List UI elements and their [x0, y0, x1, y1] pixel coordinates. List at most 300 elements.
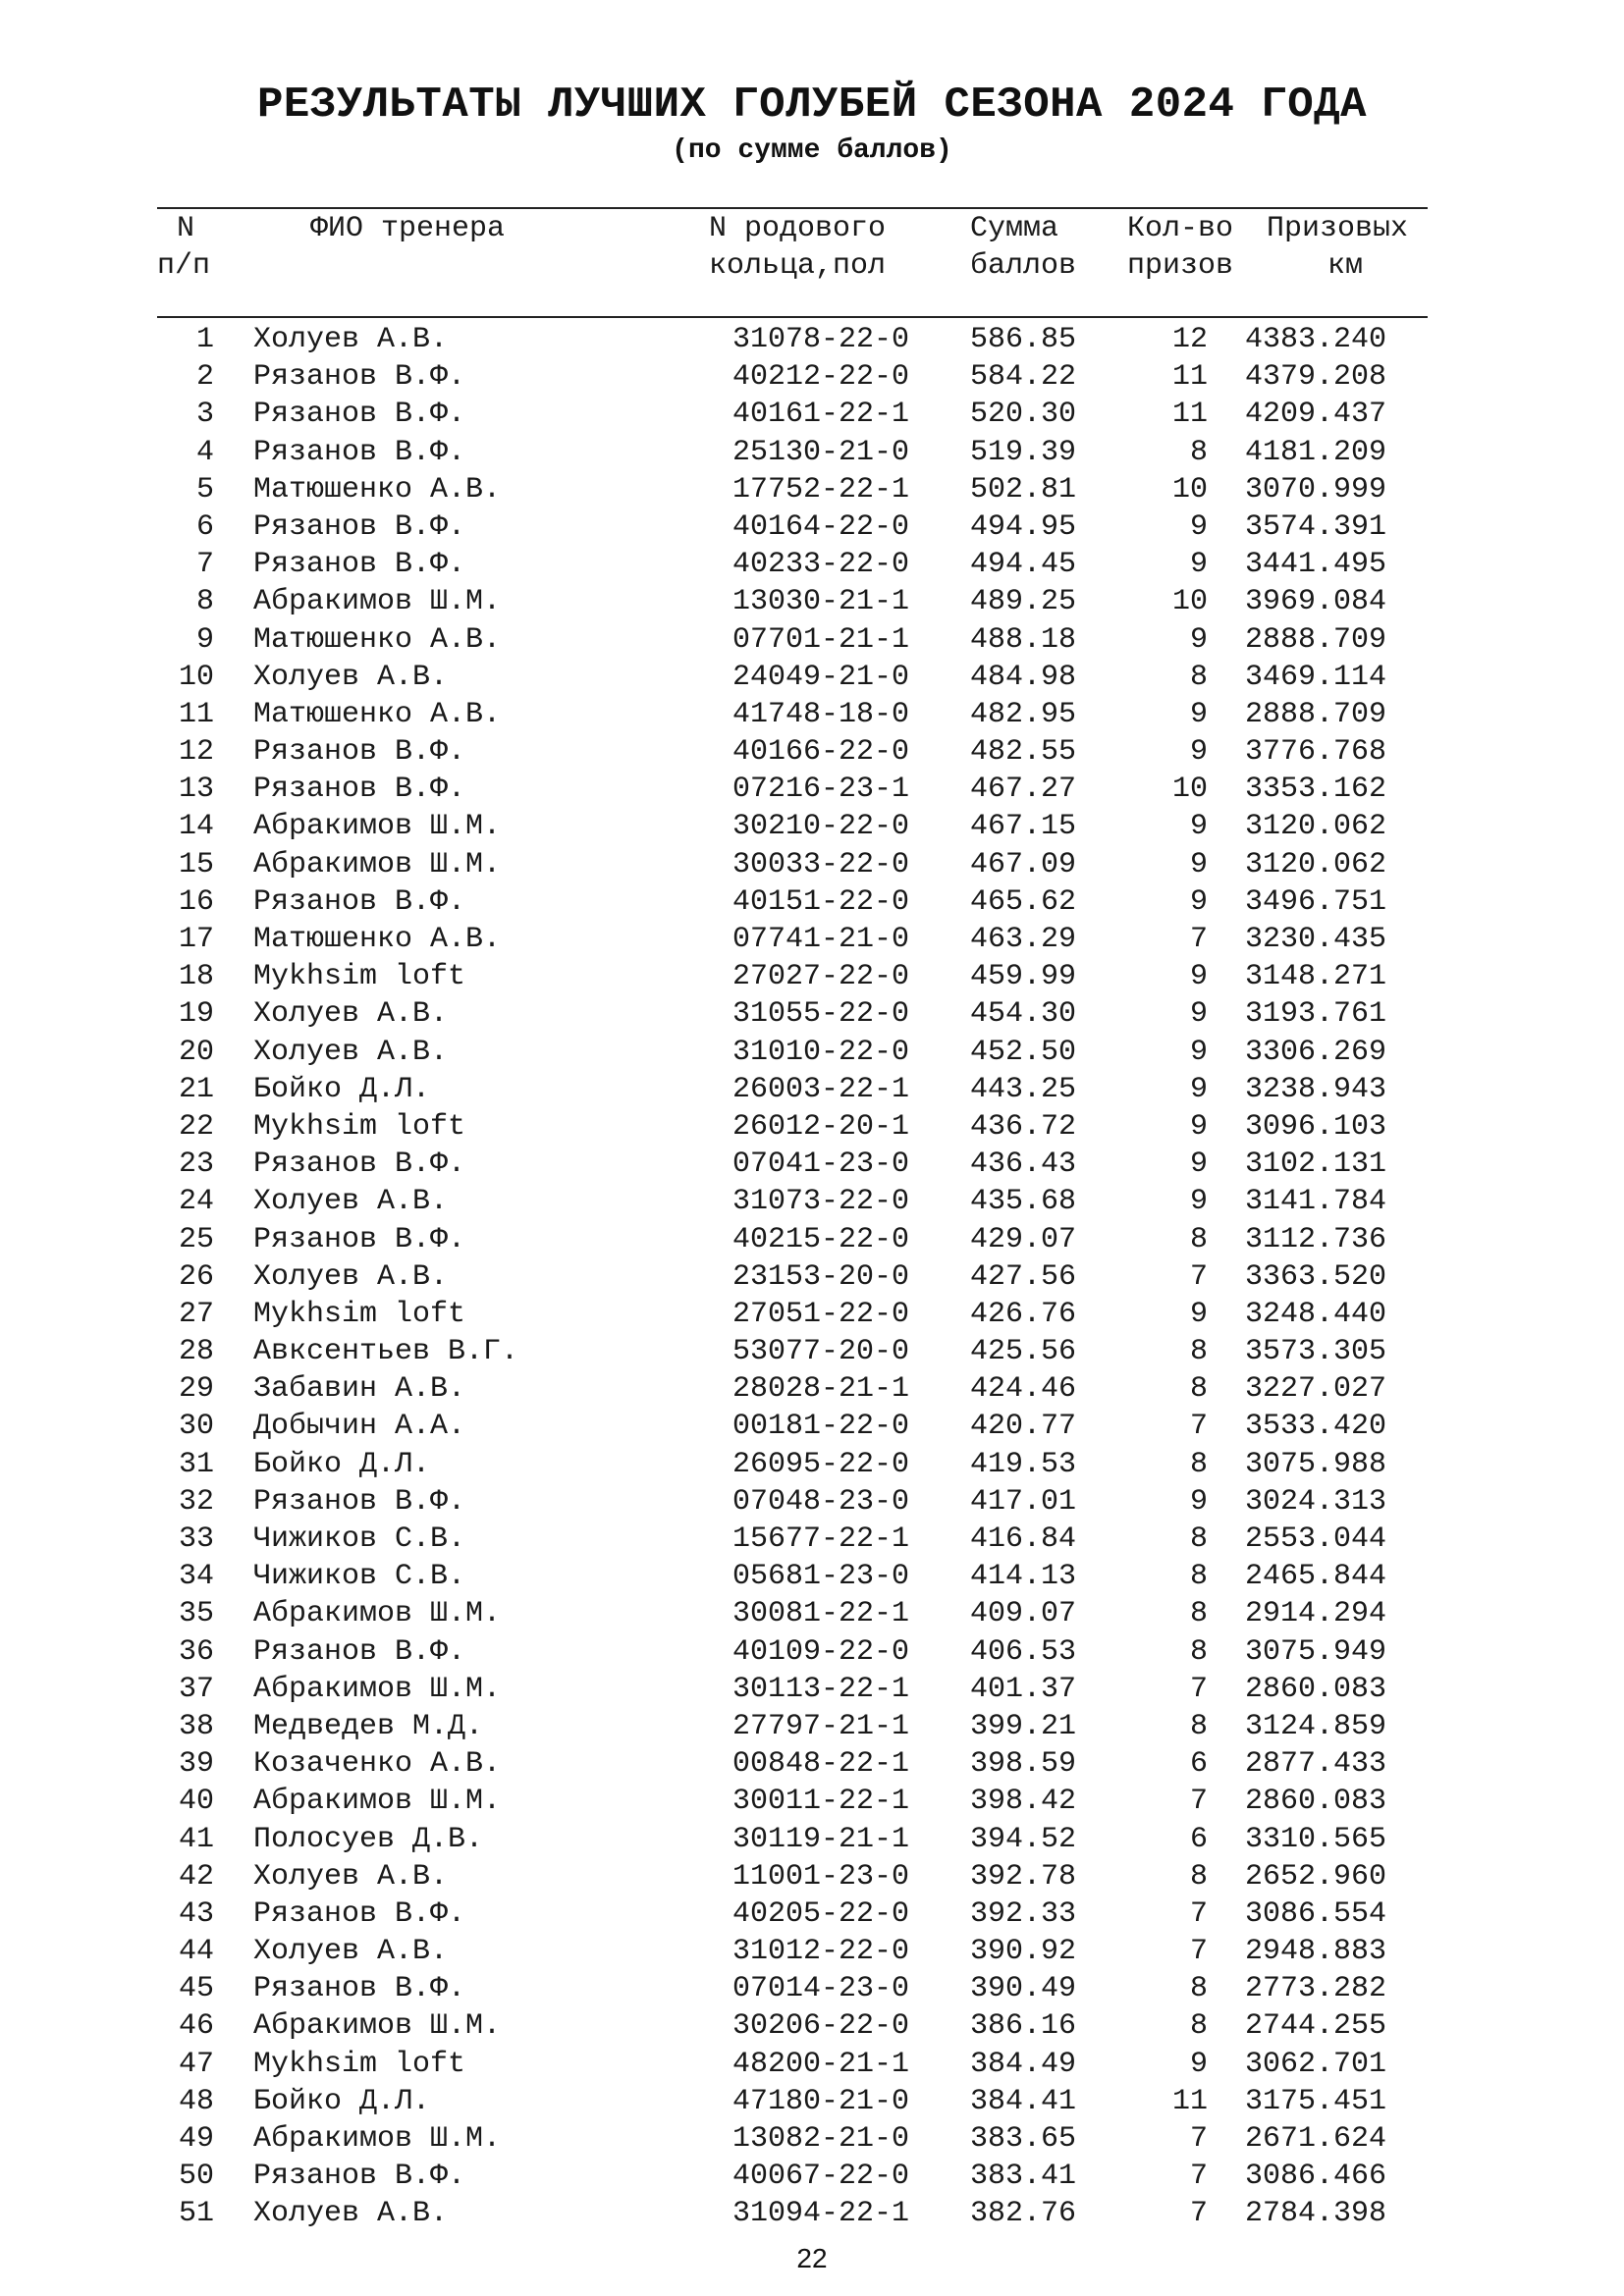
cell-prizes: 7	[1189, 2160, 1208, 2194]
cell-rank: 3	[195, 398, 214, 432]
cell-score: 426.76	[970, 1297, 1077, 1331]
table-row	[0, 1858, 1624, 1896]
header-num-line1: N	[176, 212, 194, 245]
cell-trainer: Абракимов Ш.М.	[253, 1785, 502, 1819]
cell-trainer: Абракимов Ш.М.	[253, 1672, 502, 1706]
cell-ring: 13082-21-0	[732, 2122, 910, 2156]
table-row	[0, 434, 1624, 471]
cell-rank: 46	[178, 2009, 214, 2044]
cell-ring: 13030-21-1	[732, 585, 910, 619]
cell-prize-km: 3533.420	[1245, 1410, 1387, 1444]
cell-trainer: Чижиков С.В.	[253, 1522, 466, 1556]
cell-ring: 30210-22-0	[732, 810, 910, 844]
header-num-line2: п/п	[157, 249, 211, 283]
cell-score: 414.13	[970, 1560, 1077, 1594]
cell-score: 584.22	[970, 360, 1077, 395]
results-table-body	[0, 321, 1624, 2233]
cell-prizes: 11	[1171, 360, 1208, 395]
cell-prize-km: 4209.437	[1245, 398, 1387, 432]
cell-ring: 40205-22-0	[732, 1896, 910, 1931]
header-ring-line1: N родового	[709, 212, 887, 245]
cell-prizes: 7	[1189, 1259, 1208, 1294]
cell-rank: 1	[195, 323, 214, 356]
cell-score: 467.15	[970, 810, 1077, 844]
cell-trainer: Рязанов В.Ф.	[253, 548, 466, 582]
cell-prize-km: 3353.162	[1245, 773, 1387, 807]
cell-ring: 23153-20-0	[732, 1259, 910, 1294]
cell-ring: 48200-21-1	[732, 2047, 910, 2081]
cell-trainer: Чижиков С.В.	[253, 1560, 466, 1594]
header-bottom-rule	[157, 316, 1428, 318]
cell-rank: 25	[178, 1222, 214, 1256]
cell-score: 401.37	[970, 1672, 1077, 1706]
cell-prizes: 9	[1189, 1035, 1208, 1069]
cell-trainer: Рязанов В.Ф.	[253, 1896, 466, 1931]
cell-prize-km: 3070.999	[1245, 472, 1387, 507]
table-row	[0, 1446, 1624, 1483]
cell-prize-km: 2888.709	[1245, 697, 1387, 731]
table-row	[0, 995, 1624, 1033]
cell-prize-km: 3086.466	[1245, 2160, 1387, 2194]
cell-ring: 30206-22-0	[732, 2009, 910, 2044]
cell-trainer: Холуев А.В.	[253, 1185, 449, 1219]
cell-prizes: 9	[1189, 847, 1208, 881]
table-row	[0, 2083, 1624, 2120]
cell-ring: 30033-22-0	[732, 847, 910, 881]
cell-prize-km: 3573.305	[1245, 1335, 1387, 1369]
cell-trainer: Бойко Д.Л.	[253, 1447, 431, 1481]
table-header	[0, 210, 1624, 308]
table-row	[0, 1071, 1624, 1108]
cell-prizes: 9	[1189, 1148, 1208, 1182]
header-name-line1: ФИО тренера	[310, 212, 506, 245]
cell-score: 459.99	[970, 960, 1077, 994]
cell-trainer: Рязанов В.Ф.	[253, 1148, 466, 1182]
cell-trainer: Mykhsim loft	[253, 2047, 466, 2081]
cell-prizes: 6	[1189, 1747, 1208, 1782]
cell-rank: 42	[178, 1859, 214, 1894]
cell-rank: 11	[178, 697, 214, 731]
table-row	[0, 659, 1624, 696]
cell-prizes: 11	[1171, 398, 1208, 432]
cell-trainer: Холуев А.В.	[253, 1859, 449, 1894]
cell-ring: 25130-21-0	[732, 435, 910, 469]
table-row	[0, 2046, 1624, 2083]
cell-rank: 19	[178, 997, 214, 1032]
table-row	[0, 508, 1624, 546]
cell-trainer: Козаченко А.В.	[253, 1747, 502, 1782]
cell-ring: 26003-22-1	[732, 1072, 910, 1106]
cell-prizes: 9	[1189, 622, 1208, 657]
cell-prizes: 8	[1189, 1522, 1208, 1556]
cell-score: 392.33	[970, 1896, 1077, 1931]
cell-prizes: 9	[1189, 697, 1208, 731]
cell-trainer: Матюшенко А.В.	[253, 923, 502, 956]
cell-prize-km: 2784.398	[1245, 2197, 1387, 2231]
table-row	[0, 1146, 1624, 1183]
cell-score: 452.50	[970, 1035, 1077, 1069]
cell-trainer: Авксентьев В.Г.	[253, 1335, 519, 1369]
cell-score: 382.76	[970, 2197, 1077, 2231]
cell-prizes: 8	[1189, 1335, 1208, 1369]
cell-ring: 05681-23-0	[732, 1560, 910, 1594]
table-row	[0, 2007, 1624, 2045]
cell-score: 384.41	[970, 2084, 1077, 2118]
cell-prize-km: 3175.451	[1245, 2084, 1387, 2118]
cell-prize-km: 3306.269	[1245, 1035, 1387, 1069]
table-row	[0, 396, 1624, 433]
cell-score: 465.62	[970, 884, 1077, 919]
header-ring-line2: кольца,пол	[709, 249, 887, 283]
cell-score: 424.46	[970, 1372, 1077, 1407]
cell-rank: 33	[178, 1522, 214, 1556]
table-row	[0, 958, 1624, 995]
cell-ring: 40067-22-0	[732, 2160, 910, 2194]
header-km	[1267, 210, 1408, 285]
cell-score: 420.77	[970, 1410, 1077, 1444]
cell-score: 467.09	[970, 847, 1077, 881]
cell-prizes: 9	[1189, 1109, 1208, 1144]
cell-ring: 41748-18-0	[732, 697, 910, 731]
table-row	[0, 1970, 1624, 2007]
cell-prize-km: 3193.761	[1245, 997, 1387, 1032]
cell-prize-km: 3148.271	[1245, 960, 1387, 994]
cell-ring: 40151-22-0	[732, 884, 910, 919]
cell-rank: 15	[178, 847, 214, 881]
cell-ring: 07741-21-0	[732, 923, 910, 956]
cell-rank: 27	[178, 1297, 214, 1331]
cell-trainer: Полосуев Д.В.	[253, 1822, 484, 1856]
table-row	[0, 1221, 1624, 1258]
cell-score: 520.30	[970, 398, 1077, 432]
cell-prizes: 9	[1189, 509, 1208, 544]
cell-ring: 28028-21-1	[732, 1372, 910, 1407]
cell-rank: 2	[195, 360, 214, 395]
cell-score: 425.56	[970, 1335, 1077, 1369]
table-row	[0, 1745, 1624, 1783]
table-row	[0, 1408, 1624, 1445]
cell-prize-km: 3363.520	[1245, 1259, 1387, 1294]
cell-trainer: Рязанов В.Ф.	[253, 360, 466, 395]
cell-score: 384.49	[970, 2047, 1077, 2081]
cell-score: 502.81	[970, 472, 1077, 507]
cell-prizes: 9	[1189, 960, 1208, 994]
cell-trainer: Абракимов Ш.М.	[253, 1597, 502, 1631]
cell-rank: 24	[178, 1185, 214, 1219]
table-row	[0, 546, 1624, 583]
cell-prizes: 9	[1189, 884, 1208, 919]
cell-ring: 31012-22-0	[732, 1935, 910, 1969]
cell-trainer: Матюшенко А.В.	[253, 697, 502, 731]
cell-prizes: 7	[1189, 1672, 1208, 1706]
cell-prize-km: 3310.565	[1245, 1822, 1387, 1856]
table-row	[0, 621, 1624, 659]
cell-ring: 15677-22-1	[732, 1522, 910, 1556]
cell-prize-km: 3096.103	[1245, 1109, 1387, 1144]
header-prizes	[1127, 210, 1233, 285]
cell-trainer: Матюшенко А.В.	[253, 472, 502, 507]
cell-rank: 30	[178, 1410, 214, 1444]
table-row	[0, 1896, 1624, 1933]
cell-ring: 26095-22-0	[732, 1447, 910, 1481]
cell-ring: 40164-22-0	[732, 509, 910, 544]
header-num	[157, 210, 211, 285]
cell-ring: 07014-23-0	[732, 1972, 910, 2006]
cell-rank: 34	[178, 1560, 214, 1594]
cell-trainer: Матюшенко А.В.	[253, 622, 502, 657]
cell-rank: 44	[178, 1935, 214, 1969]
table-row	[0, 1933, 1624, 1970]
cell-prizes: 10	[1171, 585, 1208, 619]
cell-trainer: Рязанов В.Ф.	[253, 1634, 466, 1669]
cell-ring: 27797-21-1	[732, 1709, 910, 1743]
cell-score: 383.41	[970, 2160, 1077, 2194]
cell-prize-km: 3238.943	[1245, 1072, 1387, 1106]
cell-score: 429.07	[970, 1222, 1077, 1256]
table-row	[0, 1483, 1624, 1521]
table-row	[0, 1671, 1624, 1708]
cell-prizes: 8	[1189, 1222, 1208, 1256]
cell-rank: 48	[178, 2084, 214, 2118]
cell-score: 392.78	[970, 1859, 1077, 1894]
cell-prize-km: 3496.751	[1245, 884, 1387, 919]
page-title: РЕЗУЛЬТАТЫ ЛУЧШИХ ГОЛУБЕЙ СЕЗОНА 2024 ГОДА	[257, 80, 1367, 130]
cell-rank: 43	[178, 1896, 214, 1931]
table-row	[0, 1370, 1624, 1408]
cell-rank: 26	[178, 1259, 214, 1294]
cell-score: 398.59	[970, 1747, 1077, 1782]
cell-rank: 50	[178, 2160, 214, 2194]
cell-score: 427.56	[970, 1259, 1077, 1294]
table-row	[0, 1595, 1624, 1632]
cell-trainer: Абракимов Ш.М.	[253, 585, 502, 619]
cell-prize-km: 3120.062	[1245, 810, 1387, 844]
cell-trainer: Mykhsim loft	[253, 1297, 466, 1331]
cell-rank: 22	[178, 1109, 214, 1144]
cell-prizes: 10	[1171, 773, 1208, 807]
cell-prizes: 9	[1189, 548, 1208, 582]
cell-trainer: Забавин А.В.	[253, 1372, 466, 1407]
cell-score: 586.85	[970, 323, 1077, 356]
cell-ring: 07216-23-1	[732, 773, 910, 807]
cell-rank: 10	[178, 660, 214, 694]
cell-ring: 40166-22-0	[732, 735, 910, 770]
cell-ring: 40233-22-0	[732, 548, 910, 582]
cell-score: 386.16	[970, 2009, 1077, 2044]
header-km-line2: км	[1327, 249, 1364, 283]
table-row	[0, 2158, 1624, 2195]
cell-prize-km: 4383.240	[1245, 323, 1387, 356]
cell-score: 488.18	[970, 622, 1077, 657]
cell-rank: 13	[178, 773, 214, 807]
cell-score: 519.39	[970, 435, 1077, 469]
cell-prizes: 8	[1189, 1597, 1208, 1631]
header-top-rule	[157, 207, 1428, 209]
cell-trainer: Бойко Д.Л.	[253, 1072, 431, 1106]
table-row	[0, 1521, 1624, 1558]
cell-prize-km: 2914.294	[1245, 1597, 1387, 1631]
cell-rank: 38	[178, 1709, 214, 1743]
cell-trainer: Абракимов Ш.М.	[253, 2122, 502, 2156]
cell-score: 484.98	[970, 660, 1077, 694]
cell-ring: 00181-22-0	[732, 1410, 910, 1444]
cell-ring: 30119-21-1	[732, 1822, 910, 1856]
cell-ring: 30081-22-1	[732, 1597, 910, 1631]
cell-prizes: 7	[1189, 1935, 1208, 1969]
header-score	[970, 210, 1076, 285]
cell-rank: 35	[178, 1597, 214, 1631]
cell-prizes: 9	[1189, 997, 1208, 1032]
cell-score: 383.65	[970, 2122, 1077, 2156]
cell-score: 394.52	[970, 1822, 1077, 1856]
cell-trainer: Рязанов В.Ф.	[253, 884, 466, 919]
cell-prizes: 10	[1171, 472, 1208, 507]
cell-trainer: Рязанов В.Ф.	[253, 509, 466, 544]
table-row	[0, 1708, 1624, 1745]
cell-prize-km: 2877.433	[1245, 1747, 1387, 1782]
cell-trainer: Бойко Д.Л.	[253, 2084, 431, 2118]
cell-prize-km: 3441.495	[1245, 548, 1387, 582]
cell-prize-km: 2465.844	[1245, 1560, 1387, 1594]
cell-trainer: Медведев М.Д.	[253, 1709, 484, 1743]
cell-prize-km: 3227.027	[1245, 1372, 1387, 1407]
cell-rank: 16	[178, 884, 214, 919]
cell-ring: 53077-20-0	[732, 1335, 910, 1369]
cell-score: 467.27	[970, 773, 1077, 807]
cell-ring: 40215-22-0	[732, 1222, 910, 1256]
cell-prizes: 8	[1189, 660, 1208, 694]
table-row	[0, 696, 1624, 733]
table-row	[0, 771, 1624, 808]
cell-prize-km: 3120.062	[1245, 847, 1387, 881]
cell-ring: 40161-22-1	[732, 398, 910, 432]
cell-prize-km: 3141.784	[1245, 1185, 1387, 1219]
cell-rank: 32	[178, 1484, 214, 1519]
cell-rank: 37	[178, 1672, 214, 1706]
cell-score: 494.95	[970, 509, 1077, 544]
cell-rank: 20	[178, 1035, 214, 1069]
cell-prizes: 9	[1189, 1297, 1208, 1331]
cell-rank: 6	[195, 509, 214, 544]
cell-prize-km: 3102.131	[1245, 1148, 1387, 1182]
page-subtitle: (по сумме баллов)	[672, 135, 952, 166]
table-row	[0, 1034, 1624, 1071]
table-row	[0, 1333, 1624, 1370]
table-row	[0, 1296, 1624, 1333]
cell-trainer: Рязанов В.Ф.	[253, 2160, 466, 2194]
cell-rank: 14	[178, 810, 214, 844]
cell-trainer: Рязанов В.Ф.	[253, 1222, 466, 1256]
cell-prize-km: 2773.282	[1245, 1972, 1387, 2006]
cell-ring: 31010-22-0	[732, 1035, 910, 1069]
cell-rank: 40	[178, 1785, 214, 1819]
cell-trainer: Mykhsim loft	[253, 960, 466, 994]
cell-score: 443.25	[970, 1072, 1077, 1106]
cell-ring: 47180-21-0	[732, 2084, 910, 2118]
cell-prizes: 9	[1189, 2047, 1208, 2081]
cell-score: 436.72	[970, 1109, 1077, 1144]
cell-rank: 41	[178, 1822, 214, 1856]
cell-trainer: Рязанов В.Ф.	[253, 435, 466, 469]
table-row	[0, 2120, 1624, 2158]
cell-trainer: Рязанов В.Ф.	[253, 398, 466, 432]
table-row	[0, 583, 1624, 620]
cell-ring: 24049-21-0	[732, 660, 910, 694]
cell-score: 416.84	[970, 1522, 1077, 1556]
cell-prizes: 9	[1189, 1484, 1208, 1519]
header-prizes-line1: Кол-во	[1127, 212, 1234, 245]
cell-score: 494.45	[970, 548, 1077, 582]
header-prizes-line2: призов	[1127, 249, 1234, 283]
cell-prizes: 7	[1189, 923, 1208, 956]
cell-prize-km: 3075.949	[1245, 1634, 1387, 1669]
table-row	[0, 733, 1624, 771]
table-row	[0, 1108, 1624, 1146]
cell-trainer: Абракимов Ш.М.	[253, 810, 502, 844]
cell-prizes: 8	[1189, 1634, 1208, 1669]
cell-prizes: 9	[1189, 1072, 1208, 1106]
cell-trainer: Mykhsim loft	[253, 1109, 466, 1144]
cell-trainer: Холуев А.В.	[253, 2197, 449, 2231]
cell-prizes: 12	[1171, 323, 1208, 356]
table-row	[0, 471, 1624, 508]
cell-ring: 26012-20-1	[732, 1109, 910, 1144]
cell-trainer: Холуев А.В.	[253, 997, 449, 1032]
cell-rank: 21	[178, 1072, 214, 1106]
cell-score: 463.29	[970, 923, 1077, 956]
cell-ring: 31078-22-0	[732, 323, 910, 356]
cell-prizes: 8	[1189, 1447, 1208, 1481]
table-row	[0, 1258, 1624, 1296]
header-score-line2: баллов	[970, 249, 1077, 283]
cell-ring: 07048-23-0	[732, 1484, 910, 1519]
cell-prize-km: 2671.624	[1245, 2122, 1387, 2156]
cell-rank: 12	[178, 735, 214, 770]
cell-rank: 49	[178, 2122, 214, 2156]
cell-rank: 28	[178, 1335, 214, 1369]
cell-prizes: 9	[1189, 1185, 1208, 1219]
cell-prizes: 7	[1189, 2122, 1208, 2156]
table-row	[0, 1183, 1624, 1220]
header-name	[310, 210, 505, 247]
table-row	[0, 358, 1624, 396]
cell-score: 406.53	[970, 1634, 1077, 1669]
cell-prize-km: 3469.114	[1245, 660, 1387, 694]
cell-rank: 17	[178, 923, 214, 956]
cell-prize-km: 3776.768	[1245, 735, 1387, 770]
cell-rank: 23	[178, 1148, 214, 1182]
cell-trainer: Рязанов В.Ф.	[253, 735, 466, 770]
cell-trainer: Рязанов В.Ф.	[253, 1484, 466, 1519]
cell-ring: 30011-22-1	[732, 1785, 910, 1819]
cell-prizes: 8	[1189, 2009, 1208, 2044]
cell-prize-km: 2860.083	[1245, 1785, 1387, 1819]
cell-trainer: Добычин А.А.	[253, 1410, 466, 1444]
table-row	[0, 321, 1624, 358]
cell-score: 409.07	[970, 1597, 1077, 1631]
cell-prizes: 8	[1189, 1372, 1208, 1407]
cell-ring: 00848-22-1	[732, 1747, 910, 1782]
cell-prize-km: 3230.435	[1245, 923, 1387, 956]
cell-score: 435.68	[970, 1185, 1077, 1219]
cell-prizes: 8	[1189, 1560, 1208, 1594]
table-row	[0, 1558, 1624, 1595]
cell-prize-km: 3112.736	[1245, 1222, 1387, 1256]
cell-score: 482.55	[970, 735, 1077, 770]
cell-prize-km: 3024.313	[1245, 1484, 1387, 1519]
cell-prize-km: 4379.208	[1245, 360, 1387, 395]
cell-rank: 8	[195, 585, 214, 619]
